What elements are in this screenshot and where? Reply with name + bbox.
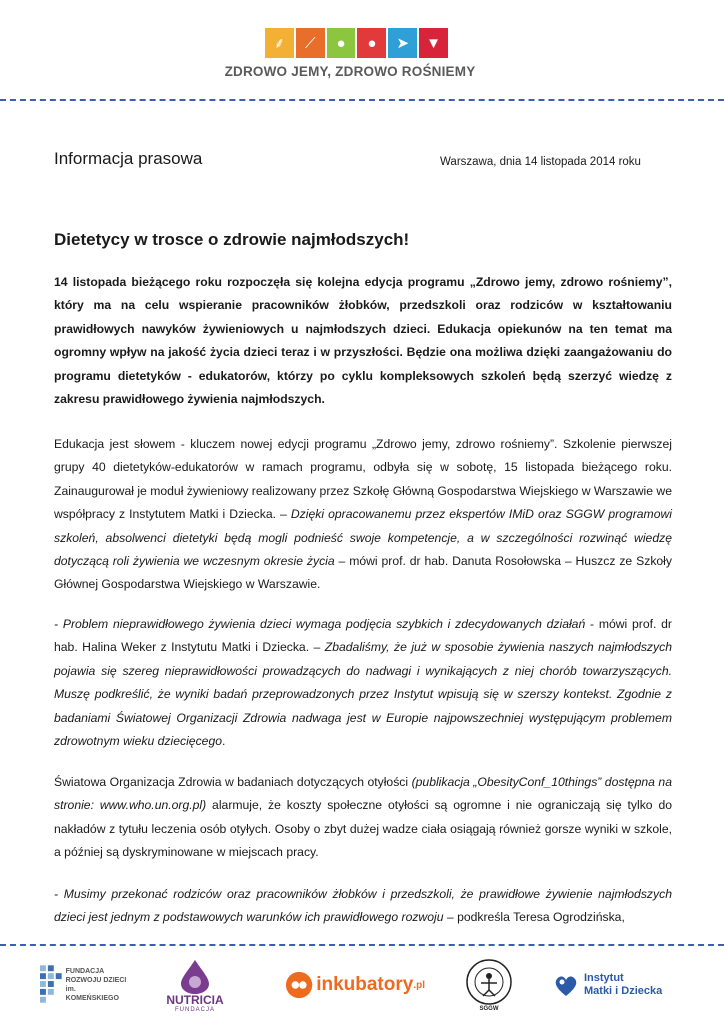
paragraph-2 xyxy=(54,433,672,597)
inkubatory-suffix: .pl xyxy=(413,979,425,991)
text-run: . xyxy=(222,734,226,749)
cup-icon: ▼ xyxy=(419,28,448,58)
footer-divider xyxy=(0,944,724,946)
fundacja-blocks-icon xyxy=(40,965,62,1005)
imid-line-1: Instytut xyxy=(584,972,624,984)
text-run: – podkreśla Teresa Ogrodzińska, xyxy=(443,910,625,925)
header-divider xyxy=(0,99,724,101)
sggw-seal-icon xyxy=(465,958,513,1006)
nutricia-name: NUTRICIA xyxy=(166,992,224,1007)
quote-run: - Problem nieprawidłowego żywienia dzieci wymaga podjęcia szybkich i zdecydowanych działań xyxy=(54,617,586,631)
text-run: alarmuje, że koszty społeczne otyłości są ogromne i nie ograniczają się tylko do nakładów z tytułu leczenia osób otyłych. Osoby o zbyt dużej wadze ciała osiągają również gorsze wyniki w szkole, a później są dyskryminowane w miejscach pracy. xyxy=(54,798,672,860)
imid-heart-icon xyxy=(552,971,580,999)
text-run: - mówi prof. dr hab. Halina Weker z Instytutu Matki i Dziecka. – xyxy=(54,617,672,655)
quote-run: Dzięki opracowanemu przez ekspertów IMiD oraz SGGW programowi szkoleń, absolwenci dietetyki będą mogli podnieść swoje kompetencje, a w szczególności rozwinąć wiedzę dotyczącą roli żywienia we wczesnym okresie życia xyxy=(54,507,672,569)
citation-run: (publikacja „ObesityConf_10things” dostępna na stronie: www.who.un.org.pl) xyxy=(54,775,672,813)
tomato-icon: ● xyxy=(357,28,386,58)
inkubatory-circle-icon xyxy=(285,970,313,1000)
apple-icon: ● xyxy=(327,28,356,58)
nutricia-sub: FUNDACJA xyxy=(174,1006,215,1013)
quote-run: - Musimy przekonać rodziców oraz pracowników żłobków i przedszkoli, że prawidłowe żywienie najmłodszych dzieci jest jednym z podstawowych warunków ich prawidłowego rozwoju xyxy=(54,887,672,925)
paragraph-5 xyxy=(54,883,672,931)
fundacja-komenskiego-logo xyxy=(40,955,130,1015)
sggw-logo xyxy=(447,955,531,1015)
text-run: – mówi prof. dr hab. Danuta Rosołowska – Huszcz ze Szkoły Głównej Gospodarstwa Wiejskiego w Warszawie. xyxy=(54,554,672,592)
headline: Dietetycy w trosce o zdrowie najmłodszych! xyxy=(54,230,410,249)
imid-line-2: Matki i Dziecka xyxy=(584,985,663,997)
carrot-icon: ⟋ xyxy=(296,28,325,58)
paragraph-4 xyxy=(54,771,672,865)
quote-run: Zbadaliśmy, że już w sposobie żywienia naszych najmłodszych pojawia się szereg nieprawidłowości prowadzących do nadwagi i wynikających z niej chorób towarzyszących. Muszę podkreślić, że wyniki badań przeprowadzonych przez Instytut wpisują się w szerszy kontekst. Zgodnie z badaniami Światowej Organizacji Zdrowia nadwaga jest w Europie najpowszechniej występującym problemem zdrowotnym wieku dziecięcego xyxy=(54,640,672,749)
wheat-icon: ⸙ xyxy=(265,28,294,58)
inkubatory-name: inkubatory xyxy=(316,974,414,995)
nutricia-logo xyxy=(150,955,240,1015)
fish-icon: ➤ xyxy=(388,28,417,58)
fundacja-line-2: ROZWOJU DZIECI xyxy=(65,977,127,984)
imid-logo xyxy=(552,955,672,1015)
inkubatory-logo xyxy=(285,955,425,1015)
text-run: Edukacja jest słowem - kluczem nowej edycji programu „Zdrowo jemy, zdrowo rośniemy”. Szkolenie pierwszej grupy 40 dietetyków-edukatorów w ramach programu, odbyła się w sobotę, 15 listopada bieżącego roku. Zainaugurował je moduł żywieniowy realizowany przez Szkołę Główną Gospodarstwa Wiejskiego w Warszawie we współpracy z Instytutem Matki i Dziecka. – xyxy=(54,437,672,522)
sggw-label: SGGW xyxy=(479,1006,499,1012)
nutricia-drop-icon xyxy=(175,958,215,994)
press-release-date: Warszawa, dnia 14 listopada 2014 roku xyxy=(440,156,641,168)
program-logo xyxy=(265,28,450,62)
program-logo-text: ZDROWO JEMY, ZDROWO ROŚNIEMY xyxy=(224,64,476,79)
fundacja-line-1: FUNDACJA xyxy=(65,968,105,975)
paragraph-3 xyxy=(54,613,672,753)
lead-paragraph: 14 listopada bieżącego roku rozpoczęła się kolejna edycja programu „Zdrowo jemy, zdrowo rośniemy”, który ma na celu wspieranie pracowników żłobków, przedszkoli oraz rodziców w kształtowaniu prawidłowych nawyków żywieniowych u najmłodszych dzieci. Edukacja opiekunów na ten temat ma ogromny wpływ na jakość życia dzieci teraz i w przyszłości. Będzie ona możliwa dzięki zaangażowaniu do programu dietetyków - edukatorów, którzy po cyklu kompleksowych szkoleń będą szerzyć wiedzę z zakresu prawidłowego żywienia najmłodszych. xyxy=(54,275,672,407)
text-run: Światowa Organizacja Zdrowia w badaniach dotyczących otyłości xyxy=(54,775,412,789)
fundacja-line-3: im. KOMEŃSKIEGO xyxy=(65,986,119,1002)
press-release-label: Informacja prasowa xyxy=(54,149,203,168)
